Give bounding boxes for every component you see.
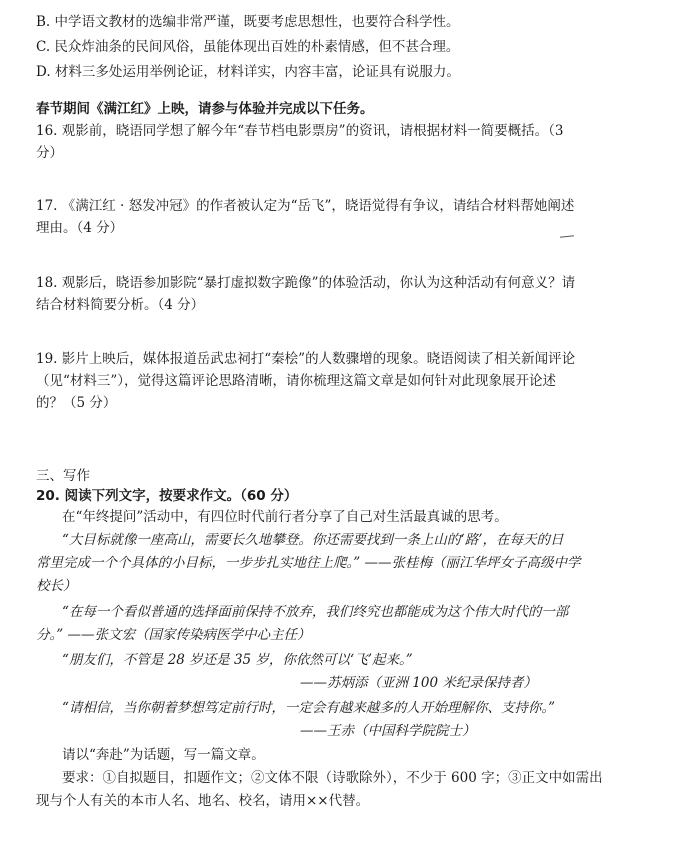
quote-1-line-3: 校长）	[36, 578, 77, 594]
q18-line-1: 18. 观影后，晓语参加影院“暴打虚拟数字跪像”的体验活动，你认为这种活动有何意义？请	[36, 275, 576, 291]
option-c: C. 民众炸油条的民间风俗，虽能体现出百姓的朴素情感，但不甚合理。	[36, 39, 460, 55]
q17-line-2: 理由。（4 分）	[36, 220, 124, 236]
pen-mark	[560, 235, 574, 237]
quote-2-line-1: “在每一个看似普通的选择面前保持不放弃，我们终究也都能成为这个伟大时代的一部	[62, 604, 569, 620]
q16-line-1: 16. 观影前，晓语同学想了解今年“春节档电影票房”的资讯，请根据材料一简要概括。（3	[36, 123, 564, 139]
q18-line-2: 结合材料简要分析。（4 分）	[36, 297, 205, 313]
quote-2-line-2: 分。” ——张文宏（国家传染病医学中心主任）	[36, 627, 311, 643]
option-b: B. 中学语文教材的选编非常严谨，既要考虑思想性，也要符合科学性。	[36, 14, 460, 30]
quote-3-line-1: “朋友们，不管是 28 岁还是 35 岁，你依然可以‘飞’起来。”	[62, 652, 413, 668]
q19-line-3: 的？（5 分）	[36, 395, 117, 411]
writing-intro: 在“年终提问”活动中，有四位时代前行者分享了自己对生活最真诚的思考。	[62, 509, 508, 525]
writing-requirements-line-1: 要求：①自拟题目，扣题作文；②文体不限（诗歌除外），不少于 600 字；③正文中如需出	[62, 770, 603, 786]
section-intro: 春节期间《满江红》上映，请参与体验并完成以下任务。	[36, 101, 374, 117]
q17-line-1: 17. 《满江红 · 怒发冲冠》的作者被认定为“岳飞”，晓语觉得有争议，请结合材料帮她阐述	[36, 198, 575, 214]
quote-3-attribution: ——苏炳添（亚洲 100 米纪录保持者）	[300, 675, 537, 691]
quote-4-attribution: ——王赤（中国科学院院士）	[300, 723, 476, 739]
option-d: D. 材料三多处运用举例论证，材料详实，内容丰富，论证具有说服力。	[36, 64, 460, 80]
quote-1-line-1: “大目标就像一座高山，需要长久地攀登。你还需要找到一条上山的‘路’，在每天的日	[62, 532, 564, 548]
q19-line-2: （见“材料三”），觉得这篇评论思路清晰，请你梳理这篇文章是如何针对此现象展开论述	[36, 373, 557, 389]
q16-line-2: 分）	[36, 145, 63, 161]
writing-task: 请以“奔赴”为话题，写一篇文章。	[62, 747, 265, 763]
q20-title: 20. 阅读下列文字，按要求作文。（60 分）	[36, 488, 298, 504]
quote-1-line-2: 常里完成一个个具体的小目标，一步步扎实地往上爬。” ——张桂梅（丽江华坪女子高级中学	[36, 555, 581, 571]
writing-requirements-line-2: 现与个人有关的本市人名、地名、校名，请用××代替。	[36, 793, 370, 809]
writing-heading: 三、写作	[36, 468, 90, 484]
q19-line-1: 19. 影片上映后，媒体报道岳武忠祠打“秦桧”的人数骤增的现象。晓语阅读了相关新闻评论	[36, 351, 576, 367]
quote-4-line-1: “请相信，当你朝着梦想笃定前行时，一定会有越来越多的人开始理解你、支持你。”	[62, 700, 556, 716]
